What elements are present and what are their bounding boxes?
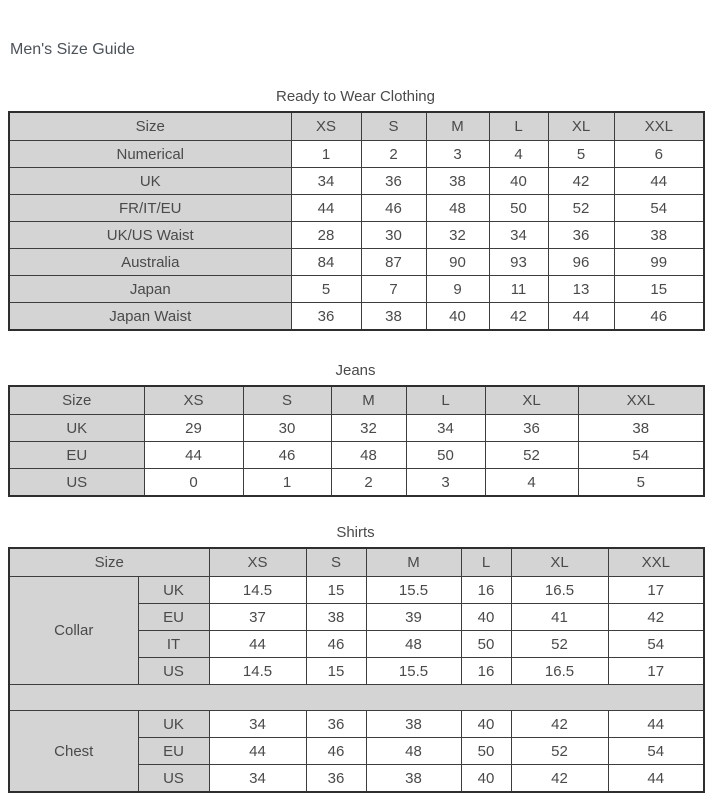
- jeans-size-table: [8, 385, 705, 497]
- value-cell: 54: [614, 195, 704, 222]
- section-jeans: [8, 362, 703, 497]
- value-cell: 5: [578, 469, 704, 497]
- value-cell: 44: [209, 631, 306, 658]
- value-cell: 40: [461, 765, 511, 793]
- value-cell: 96: [548, 249, 614, 276]
- section-ready-to-wear: [8, 88, 703, 331]
- value-cell: 36: [306, 711, 366, 738]
- header-cell-xxl: XXL: [578, 386, 704, 415]
- row-label-cell: US: [9, 469, 144, 497]
- value-cell: 50: [406, 442, 485, 469]
- value-cell: 4: [489, 141, 548, 168]
- value-cell: 46: [306, 631, 366, 658]
- value-cell: 84: [291, 249, 361, 276]
- value-cell: 28: [291, 222, 361, 249]
- value-cell: 38: [366, 765, 461, 793]
- value-cell: 1: [243, 469, 331, 497]
- value-cell: 44: [209, 738, 306, 765]
- value-cell: 2: [331, 469, 406, 497]
- value-cell: 3: [426, 141, 489, 168]
- section-shirts: [8, 524, 703, 793]
- value-cell: 40: [489, 168, 548, 195]
- row-label-cell: EU: [9, 442, 144, 469]
- value-cell: 0: [144, 469, 243, 497]
- sub-label-cell: EU: [138, 738, 209, 765]
- header-cell-xl: XL: [511, 548, 608, 577]
- value-cell: 50: [461, 738, 511, 765]
- row-label-cell: Australia: [9, 249, 291, 276]
- table-title-ready-to-wear: Ready to Wear Clothing: [276, 88, 435, 105]
- value-cell: 16: [461, 658, 511, 685]
- header-cell-size: Size: [9, 548, 209, 577]
- value-cell: 44: [144, 442, 243, 469]
- value-cell: 9: [426, 276, 489, 303]
- value-cell: 7: [361, 276, 426, 303]
- value-cell: 11: [489, 276, 548, 303]
- group-label-cell: Collar: [9, 577, 138, 685]
- table-row: [9, 276, 704, 303]
- table-title-jeans: Jeans: [335, 362, 376, 379]
- value-cell: 52: [511, 631, 608, 658]
- value-cell: 48: [366, 631, 461, 658]
- value-cell: 40: [461, 711, 511, 738]
- value-cell: 32: [331, 415, 406, 442]
- value-cell: 5: [291, 276, 361, 303]
- value-cell: 52: [485, 442, 578, 469]
- spacer-row: [9, 685, 704, 711]
- value-cell: 46: [614, 303, 704, 331]
- value-cell: 34: [209, 765, 306, 793]
- value-cell: 42: [608, 604, 704, 631]
- value-cell: 44: [548, 303, 614, 331]
- value-cell: 32: [426, 222, 489, 249]
- value-cell: 46: [243, 442, 331, 469]
- header-cell-xl: XL: [548, 112, 614, 141]
- value-cell: 40: [426, 303, 489, 331]
- table-row: [9, 249, 704, 276]
- value-cell: 38: [426, 168, 489, 195]
- table-row: [9, 415, 704, 442]
- value-cell: 36: [485, 415, 578, 442]
- row-label-cell: Numerical: [9, 141, 291, 168]
- value-cell: 87: [361, 249, 426, 276]
- value-cell: 5: [548, 141, 614, 168]
- value-cell: 34: [291, 168, 361, 195]
- value-cell: 15: [306, 658, 366, 685]
- table-row: [9, 577, 704, 604]
- header-cell-m: M: [331, 386, 406, 415]
- value-cell: 15: [306, 577, 366, 604]
- value-cell: 90: [426, 249, 489, 276]
- value-cell: 44: [608, 765, 704, 793]
- header-row: [9, 386, 704, 415]
- value-cell: 16: [461, 577, 511, 604]
- value-cell: 54: [578, 442, 704, 469]
- sub-label-cell: UK: [138, 577, 209, 604]
- table-row: [9, 469, 704, 497]
- value-cell: 17: [608, 577, 704, 604]
- table-title-shirts: Shirts: [336, 524, 375, 541]
- value-cell: 34: [406, 415, 485, 442]
- header-cell-xs: XS: [144, 386, 243, 415]
- value-cell: 42: [511, 765, 608, 793]
- sub-label-cell: UK: [138, 711, 209, 738]
- sub-label-cell: EU: [138, 604, 209, 631]
- value-cell: 4: [485, 469, 578, 497]
- value-cell: 99: [614, 249, 704, 276]
- value-cell: 30: [361, 222, 426, 249]
- header-cell-l: L: [461, 548, 511, 577]
- group-label-cell: Chest: [9, 711, 138, 793]
- value-cell: 93: [489, 249, 548, 276]
- value-cell: 50: [461, 631, 511, 658]
- header-cell-m: M: [366, 548, 461, 577]
- value-cell: 37: [209, 604, 306, 631]
- value-cell: 40: [461, 604, 511, 631]
- table-row: [9, 222, 704, 249]
- table-row: [9, 303, 704, 331]
- row-label-cell: UK: [9, 415, 144, 442]
- value-cell: 38: [366, 711, 461, 738]
- sub-label-cell: US: [138, 658, 209, 685]
- value-cell: 16.5: [511, 577, 608, 604]
- value-cell: 44: [291, 195, 361, 222]
- value-cell: 2: [361, 141, 426, 168]
- value-cell: 1: [291, 141, 361, 168]
- value-cell: 48: [366, 738, 461, 765]
- value-cell: 48: [331, 442, 406, 469]
- value-cell: 6: [614, 141, 704, 168]
- value-cell: 52: [548, 195, 614, 222]
- value-cell: 13: [548, 276, 614, 303]
- header-cell-xxl: XXL: [608, 548, 704, 577]
- value-cell: 50: [489, 195, 548, 222]
- value-cell: 16.5: [511, 658, 608, 685]
- value-cell: 36: [361, 168, 426, 195]
- header-cell-xs: XS: [209, 548, 306, 577]
- value-cell: 3: [406, 469, 485, 497]
- header-cell-s: S: [243, 386, 331, 415]
- row-label-cell: UK/US Waist: [9, 222, 291, 249]
- value-cell: 42: [489, 303, 548, 331]
- value-cell: 38: [614, 222, 704, 249]
- row-label-cell: FR/IT/EU: [9, 195, 291, 222]
- header-cell-l: L: [406, 386, 485, 415]
- header-row: [9, 548, 704, 577]
- value-cell: 34: [209, 711, 306, 738]
- value-cell: 14.5: [209, 577, 306, 604]
- header-cell-s: S: [361, 112, 426, 141]
- header-cell-s: S: [306, 548, 366, 577]
- row-label-cell: UK: [9, 168, 291, 195]
- value-cell: 15.5: [366, 658, 461, 685]
- value-cell: 38: [361, 303, 426, 331]
- value-cell: 34: [489, 222, 548, 249]
- table-row: [9, 711, 704, 738]
- value-cell: 52: [511, 738, 608, 765]
- row-label-cell: Japan: [9, 276, 291, 303]
- value-cell: 38: [306, 604, 366, 631]
- value-cell: 36: [291, 303, 361, 331]
- value-cell: 29: [144, 415, 243, 442]
- value-cell: 44: [614, 168, 704, 195]
- value-cell: 14.5: [209, 658, 306, 685]
- table-row: [9, 168, 704, 195]
- sub-label-cell: US: [138, 765, 209, 793]
- header-row: [9, 112, 704, 141]
- value-cell: 42: [511, 711, 608, 738]
- value-cell: 44: [608, 711, 704, 738]
- page-title: Men's Size Guide: [10, 41, 135, 58]
- header-cell-size: Size: [9, 112, 291, 141]
- value-cell: 39: [366, 604, 461, 631]
- table-row: [9, 141, 704, 168]
- row-label-cell: Japan Waist: [9, 303, 291, 331]
- header-cell-m: M: [426, 112, 489, 141]
- value-cell: 48: [426, 195, 489, 222]
- header-cell-xl: XL: [485, 386, 578, 415]
- value-cell: 42: [548, 168, 614, 195]
- value-cell: 46: [361, 195, 426, 222]
- value-cell: 46: [306, 738, 366, 765]
- value-cell: 41: [511, 604, 608, 631]
- value-cell: 30: [243, 415, 331, 442]
- shirts-size-table: [8, 547, 705, 793]
- header-cell-xs: XS: [291, 112, 361, 141]
- table-row: [9, 195, 704, 222]
- value-cell: 15: [614, 276, 704, 303]
- value-cell: 38: [578, 415, 704, 442]
- header-cell-size: Size: [9, 386, 144, 415]
- table-row: [9, 442, 704, 469]
- value-cell: 54: [608, 738, 704, 765]
- header-cell-xxl: XXL: [614, 112, 704, 141]
- value-cell: 36: [306, 765, 366, 793]
- sub-label-cell: IT: [138, 631, 209, 658]
- spacer-cell: [9, 685, 704, 711]
- value-cell: 36: [548, 222, 614, 249]
- value-cell: 15.5: [366, 577, 461, 604]
- ready-to-wear-size-table: [8, 111, 705, 331]
- value-cell: 17: [608, 658, 704, 685]
- header-cell-l: L: [489, 112, 548, 141]
- value-cell: 54: [608, 631, 704, 658]
